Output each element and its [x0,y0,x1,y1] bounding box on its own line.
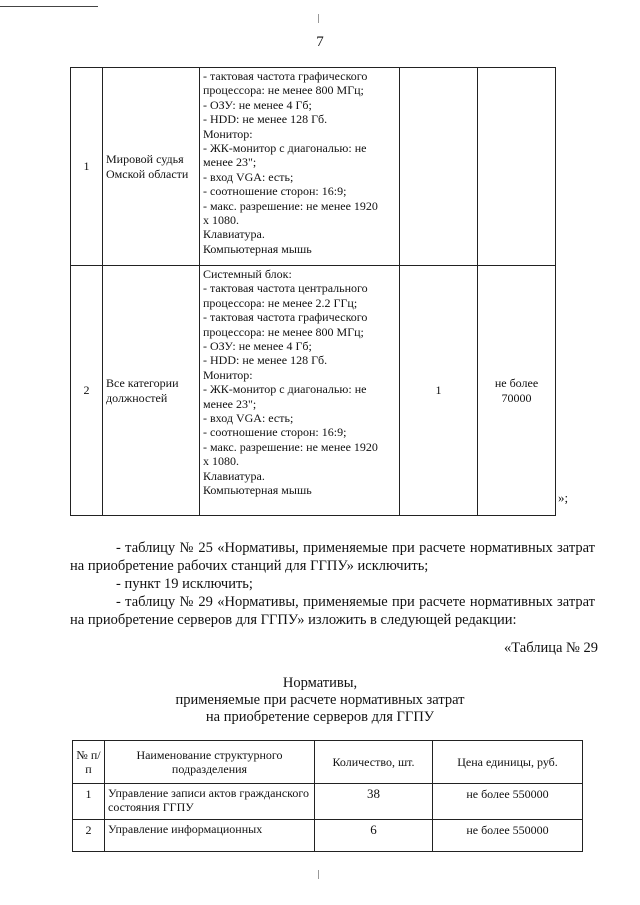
spec-line: Системный блок: [203,267,292,281]
spec-line: менее 23"; [203,155,257,170]
position-name: Все категории должностей [103,266,200,516]
header-qty: Количество, шт. [315,741,433,784]
row-number: 2 [73,820,105,852]
unit-name: Управление записи актов гражданского состояния ГГПУ [105,784,315,820]
heading-line1: Нормативы, [282,675,358,691]
spec-line: Клавиатура. [203,468,265,483]
price-cell: не более 550000 [433,784,583,820]
page-number: 7 [316,34,324,50]
spec-line: - HDD: не менее 128 Гб. [203,112,328,127]
spec-line: - макс. разрешение: не менее 1920 [203,439,378,454]
spec-cell [200,266,400,516]
spec-line: - ОЗУ: не менее 4 Гб; [203,339,312,354]
row-number: 2 [71,266,103,516]
table-row [71,68,556,266]
paragraph-item19: - пункт 19 исключить; [116,576,253,592]
spec-line: Клавиатура. [203,227,265,242]
position-name: Мировой судья Омской области [103,68,200,266]
header-num: № п/п [73,741,105,784]
spec-line: - тактовая частота графического [203,69,368,83]
header-name: Наименование структурного подразделения [105,741,315,784]
spec-line: x 1080. [203,454,239,469]
heading-line3: на приобретение серверов для ГГПУ [205,709,435,725]
table-row [73,784,583,820]
quantity-cell: 1 [400,266,478,516]
quantity-cell: 6 [315,820,433,852]
table-row [73,820,583,852]
spec-line: - ЖК-монитор с диагональю: не [203,382,367,397]
spec-line: Монитор: [203,367,253,382]
spec-line: Монитор: [203,126,253,141]
spec-line: - вход VGA: есть; [203,411,294,426]
paragraph-table29: - таблицу № 29 «Нормативы, применяемые при расчете нормативных затрат на приобретение серверов для ГГПУ» изложить в следующей редакции: [70,594,595,628]
price-cell [478,68,556,266]
spec-line: процессора: не менее 2.2 ГГц; [203,295,358,310]
header-price: Цена единицы, руб. [433,741,583,784]
table-row [71,266,556,516]
quantity-cell: 38 [315,784,433,820]
spec-line: процессора: не менее 800 МГц; [203,324,364,339]
spec-line: x 1080. [203,213,239,228]
spec-line: Компьютерная мышь [203,241,312,256]
spec-line: процессора: не менее 800 МГц; [203,83,364,98]
spec-line: - вход VGA: есть; [203,169,294,184]
unit-name: Управление информационных [105,820,315,852]
spec-line: - ЖК-монитор с диагональю: не [203,141,367,156]
scan-edge-line [0,6,98,7]
price-cell: не более 550000 [433,820,583,852]
row-number: 1 [73,784,105,820]
quantity-cell [400,68,478,266]
spec-line: менее 23"; [203,396,257,411]
server-norms-table [72,740,583,852]
spec-cell [200,68,400,266]
closing-quote: »; [558,490,569,505]
spec-line: - соотношение сторон: 16:9; [203,425,347,440]
heading-line2: применяемые при расчете нормативных затрат [175,692,465,708]
spec-line: - макс. разрешение: не менее 1920 [203,198,378,213]
spec-line: - соотношение сторон: 16:9; [203,184,347,199]
price-cell: не более 70000 [478,266,556,516]
workstation-norms-table [70,67,556,516]
scan-center-tick-top [318,14,319,23]
row-number: 1 [71,68,103,266]
spec-line: - HDD: не менее 128 Гб. [203,353,328,368]
scan-center-tick-bottom [318,870,319,879]
table-header-row [73,741,583,784]
spec-line: - тактовая частота графического [203,310,368,325]
spec-line: - тактовая частота центрального [203,281,368,296]
paragraph-table25: - таблицу № 25 «Нормативы, применяемые при расчете нормативных затрат на приобретение рабочих станций для ГГПУ» исключить; [70,540,595,574]
spec-line: Компьютерная мышь [203,483,312,498]
spec-line: - ОЗУ: не менее 4 Гб; [203,97,312,112]
table-label: «Таблица № 29 [504,640,598,656]
